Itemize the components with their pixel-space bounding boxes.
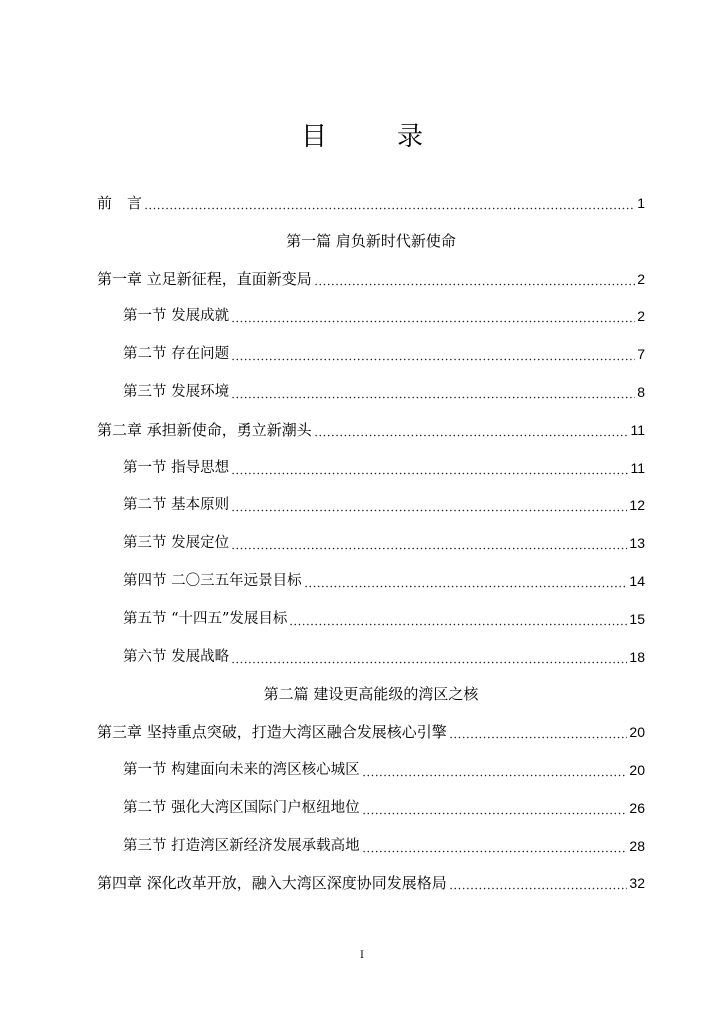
toc-entry-label: 第五节 “十四五”发展目标: [123, 610, 288, 627]
toc-entry-label: 第一节 发展成就: [123, 308, 230, 325]
toc-entry-label: 第四章 深化改革开放，融入大湾区深度协同发展格局: [97, 874, 447, 893]
toc-chapter-entry[interactable]: [97, 264, 645, 290]
toc-chapter-entry[interactable]: [97, 717, 645, 743]
toc-entry-label: 第三章 坚持重点突破，打造大湾区融合发展核心引擎: [97, 723, 447, 742]
dot-leader: [449, 725, 628, 739]
toc-entry-page-number: 18: [629, 648, 645, 665]
toc-entry-label: 第三节 发展定位: [123, 535, 230, 552]
toc-section-entry[interactable]: [97, 642, 645, 668]
page-number-footer: I: [360, 950, 364, 961]
toc-section-entry[interactable]: [97, 301, 645, 327]
toc-section-entry[interactable]: [97, 377, 645, 403]
toc-entry-page-number: 8: [637, 383, 645, 400]
toc-entry-label: 第三节 发展环境: [123, 383, 230, 400]
toc-entry-label: 第三节 打造湾区新经济发展承载高地: [123, 837, 360, 854]
toc-entry-label: 第二节 存在问题: [123, 346, 230, 363]
toc-entry-page-number: 20: [629, 761, 645, 778]
toc-entry-label: 第二节 强化大湾区国际门户枢纽地位: [123, 799, 360, 816]
toc-entry-label: 第六节 发展战略: [123, 648, 230, 665]
toc-entry-page-number: 12: [629, 497, 645, 514]
toc-entry-page-number: 15: [629, 610, 645, 627]
toc-entry-page-number: 7: [637, 346, 645, 363]
toc-entry-label: 第一节 构建面向未来的湾区核心城区: [123, 761, 360, 778]
dot-leader: [362, 763, 628, 777]
toc-section-entry[interactable]: [97, 793, 645, 819]
toc-section-entry[interactable]: [97, 566, 645, 592]
toc-section-entry[interactable]: [97, 339, 645, 365]
dot-leader: [231, 536, 627, 550]
toc-entry-label: 第一节 指导思想: [123, 459, 230, 476]
dot-leader: [314, 272, 635, 286]
dot-leader: [231, 347, 635, 361]
toc-entry-label: 前 言: [97, 194, 143, 212]
toc-entry-page-number: 20: [629, 724, 645, 741]
toc-entry-label: 第二篇 建设更高能级的湾区之核: [263, 685, 479, 704]
dot-leader: [231, 498, 627, 512]
toc-entry-label: 第二章 承担新使命，勇立新潮头: [97, 420, 312, 439]
dot-leader: [314, 423, 629, 437]
toc-section-entry[interactable]: [97, 831, 645, 857]
toc-section-entry[interactable]: [97, 490, 645, 516]
toc-chapter-entry[interactable]: [97, 415, 645, 441]
toc-preface-entry[interactable]: [97, 188, 645, 214]
toc-entry-page-number: 26: [629, 799, 645, 816]
toc-entry-label: 第二节 基本原则: [123, 497, 230, 514]
toc-entry-page-number: 14: [629, 572, 645, 589]
toc-entry-page-number: 1: [637, 195, 645, 211]
toc-entry-label: 第四节 二〇三五年远景目标: [123, 572, 302, 589]
toc-entry-label: 第一章 立足新征程，直面新变局: [97, 269, 312, 288]
toc-section-entry[interactable]: [97, 755, 645, 781]
dot-leader: [231, 650, 627, 664]
page-title: 目 录: [300, 122, 445, 152]
table-of-contents: [97, 188, 645, 906]
toc-entry-page-number: 11: [630, 459, 645, 476]
toc-entry-page-number: 13: [629, 535, 645, 552]
toc-section-entry[interactable]: [97, 528, 645, 554]
dot-leader: [362, 801, 628, 815]
toc-part-entry[interactable]: [97, 679, 645, 705]
toc-part-entry[interactable]: [97, 226, 645, 252]
dot-leader: [362, 839, 628, 853]
toc-entry-page-number: 28: [629, 837, 645, 854]
dot-leader: [449, 876, 628, 890]
dot-leader: [289, 612, 627, 626]
dot-leader: [231, 309, 635, 323]
toc-entry-page-number: 32: [629, 875, 645, 892]
dot-leader: [304, 574, 628, 588]
toc-entry-page-number: 2: [637, 270, 645, 287]
toc-entry-page-number: 2: [637, 308, 645, 325]
toc-chapter-entry[interactable]: [97, 868, 645, 894]
toc-section-entry[interactable]: [97, 453, 645, 479]
toc-entry-page-number: 11: [630, 421, 645, 438]
dot-leader: [144, 196, 635, 210]
dot-leader: [231, 461, 628, 475]
toc-section-entry[interactable]: [97, 604, 645, 630]
toc-entry-label: 第一篇 肩负新时代新使命: [286, 231, 456, 250]
dot-leader: [231, 385, 635, 399]
